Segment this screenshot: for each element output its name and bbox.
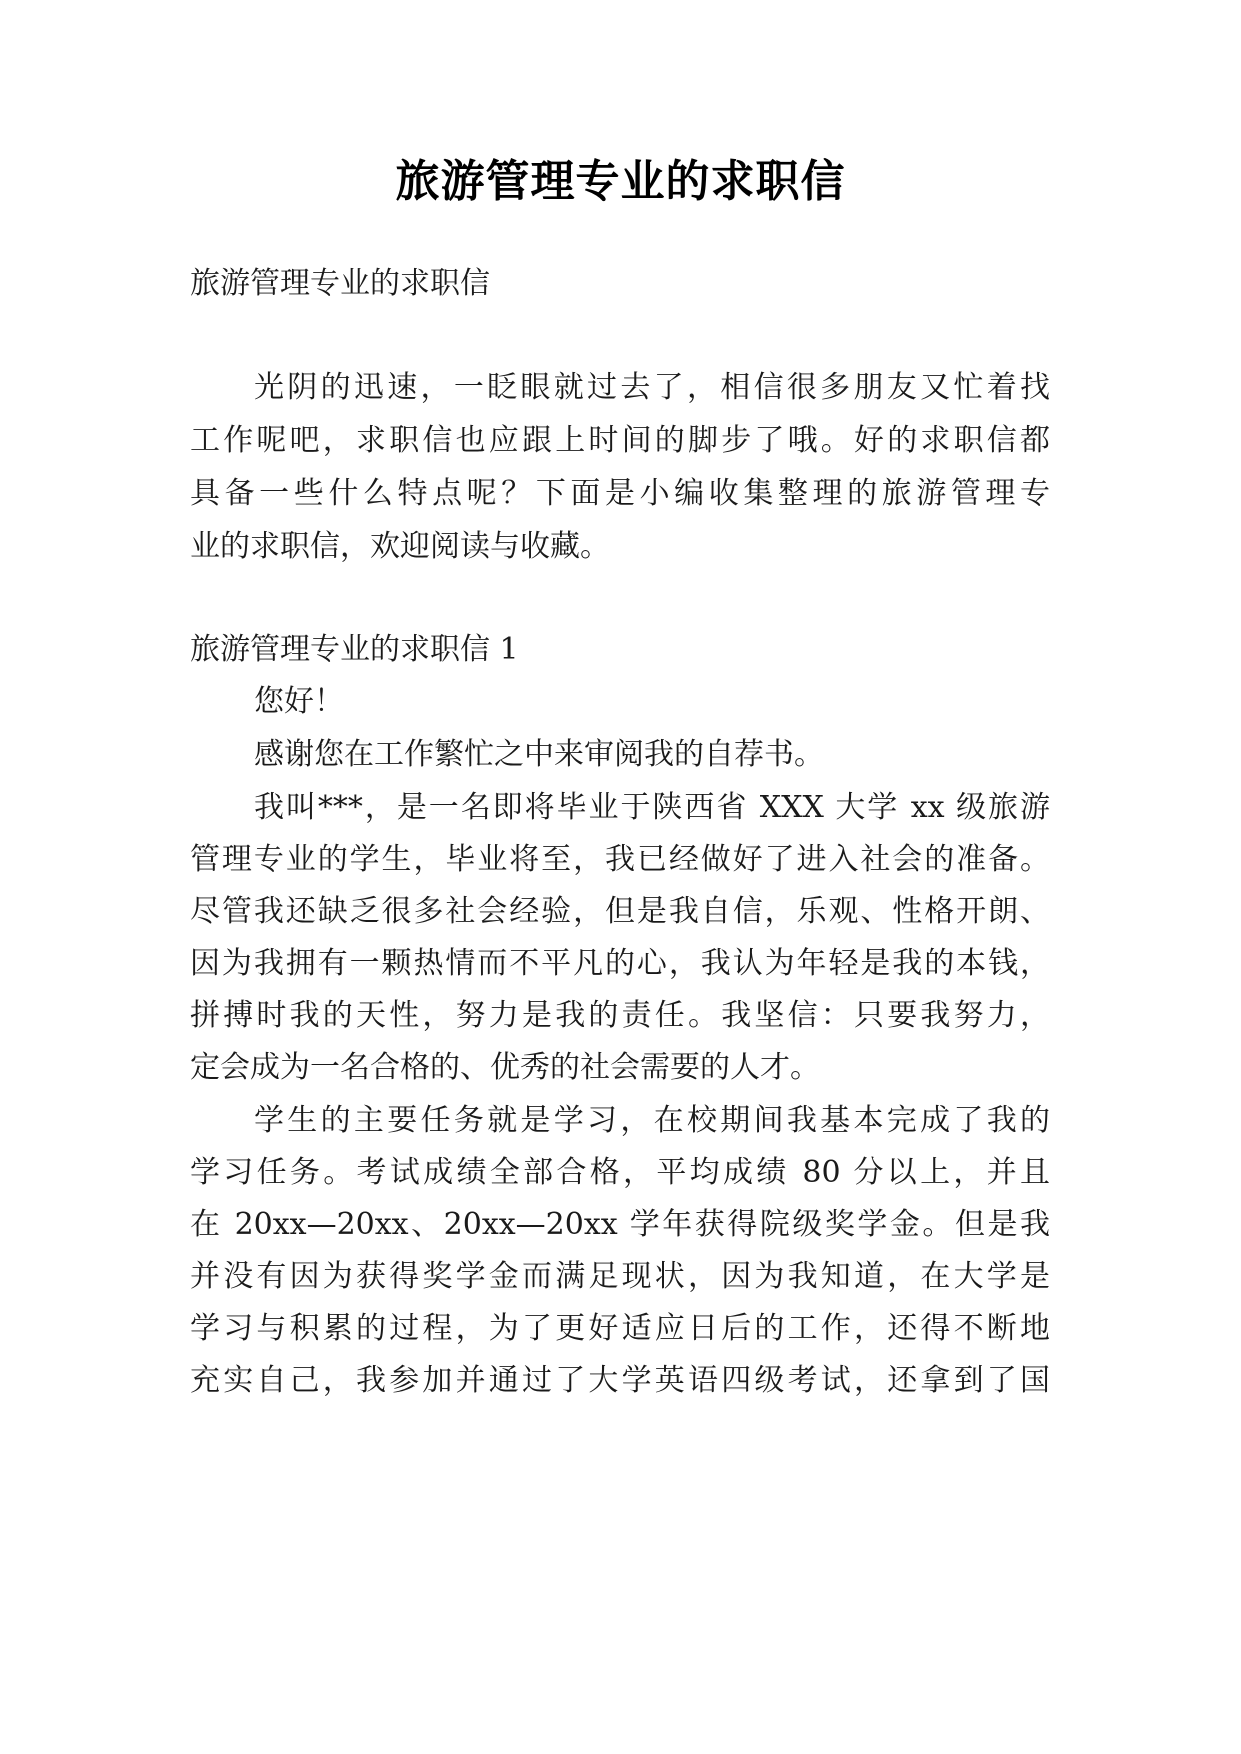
document-subtitle: 旅游管理专业的求职信 xyxy=(190,266,490,301)
section-heading: 旅游管理专业的求职信 1 xyxy=(190,632,519,667)
greeting: 您好！ xyxy=(254,684,344,719)
thanks-line: 感谢您在工作繁忙之中来审阅我的自荐书。 xyxy=(254,737,824,772)
para2-line: 学习任务。考试成绩全部合格，平均成绩 80 分以上，并且 xyxy=(190,1155,1050,1190)
para2-line: 并没有因为获得奖学金而满足现状，因为我知道，在大学是 xyxy=(190,1259,1050,1294)
para2-line: 学习与积累的过程，为了更好适应日后的工作，还得不断地 xyxy=(190,1311,1050,1346)
para1-line: 因为我拥有一颗热情而不平凡的心，我认为年轻是我的本钱， xyxy=(190,946,1050,981)
para1-line: 拼搏时我的天性，努力是我的责任。我坚信：只要我努力， xyxy=(190,998,1050,1033)
para2-line: 在 20xx—20xx、20xx—20xx 学年获得院级奖学金。但是我 xyxy=(190,1207,1050,1242)
intro-line: 光阴的迅速，一眨眼就过去了，相信很多朋友又忙着找 xyxy=(254,370,1050,405)
para1-line: 管理专业的学生，毕业将至，我已经做好了进入社会的准备。 xyxy=(190,842,1050,877)
document-title: 旅游管理专业的求职信 xyxy=(395,156,846,207)
para2-line: 充实自己，我参加并通过了大学英语四级考试，还拿到了国 xyxy=(190,1363,1050,1398)
para2-line: 学生的主要任务就是学习，在校期间我基本完成了我的 xyxy=(254,1103,1050,1138)
intro-line: 业的求职信，欢迎阅读与收藏。 xyxy=(190,529,610,564)
para1-line: 尽管我还缺乏很多社会经验，但是我自信，乐观、性格开朗、 xyxy=(190,894,1050,929)
intro-line: 具备一些什么特点呢？下面是小编收集整理的旅游管理专 xyxy=(190,476,1050,511)
para1-line: 我叫***，是一名即将毕业于陕西省 XXX 大学 xx 级旅游 xyxy=(254,790,1050,825)
para1-line: 定会成为一名合格的、优秀的社会需要的人才。 xyxy=(190,1050,820,1085)
intro-line: 工作呢吧，求职信也应跟上时间的脚步了哦。好的求职信都 xyxy=(190,423,1050,458)
